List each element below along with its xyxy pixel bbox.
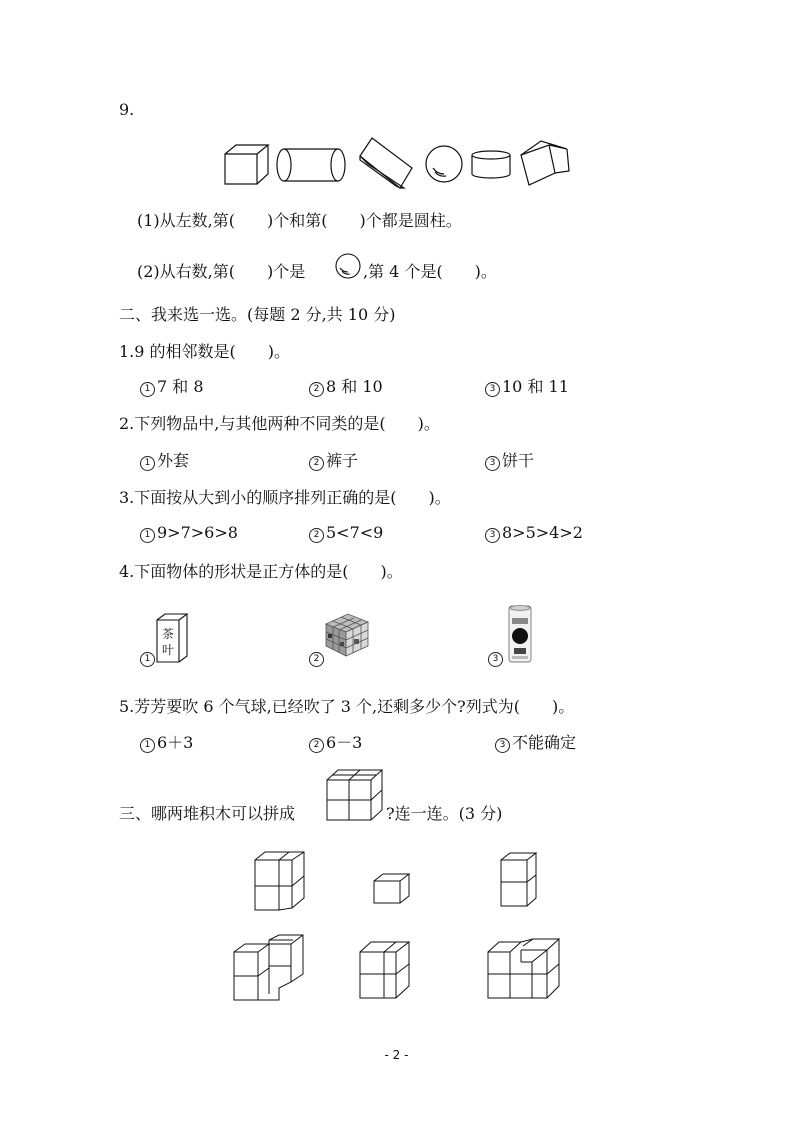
- q1-option-b[interactable]: 2 8 和 10: [309, 377, 383, 397]
- sphere-icon: [424, 144, 464, 184]
- question-3-text: 3.下面按从大到小的顺序排列正确的是( )。: [119, 488, 451, 507]
- section-3-title-end: ?连一连。(3 分): [386, 804, 503, 823]
- target-block-stack-icon: [326, 768, 384, 822]
- q9-line1: (1)从左数,第( )个和第( )个都是圆柱。: [137, 211, 462, 230]
- question-2-text: 2.下列物品中,与其他两种不同类的是( )。: [119, 414, 440, 433]
- q2-option-b[interactable]: 2 裤子: [309, 451, 358, 471]
- block-stack-top-1[interactable]: [254, 850, 306, 912]
- q3-option-a[interactable]: 1 9>7>6>8: [140, 523, 238, 543]
- short-cylinder-icon: [470, 150, 512, 180]
- page-number: - 2 -: [384, 1048, 409, 1062]
- q4-option-a[interactable]: 1: [140, 647, 157, 667]
- q2-option-c[interactable]: 3 饼干: [485, 451, 534, 471]
- block-stack-bottom-1[interactable]: [233, 934, 305, 1002]
- q4-option-b[interactable]: 2: [309, 647, 326, 667]
- sphere-small-icon: [334, 252, 362, 280]
- tea-box-label-2: 叶: [161, 643, 175, 657]
- q9-line2-start: (2)从右数,第( )个是: [137, 262, 306, 281]
- cylinder-lying-icon: [276, 147, 348, 183]
- rubiks-cube-icon: [324, 612, 370, 658]
- q1-option-a[interactable]: 1 7 和 8: [140, 377, 204, 397]
- section-2-title: 二、我来选一选。(每题 2 分,共 10 分): [119, 305, 396, 324]
- tea-box-icon: [155, 612, 189, 664]
- q9-line2-end: ,第 4 个是( )。: [363, 262, 497, 281]
- block-stack-top-2[interactable]: [373, 873, 411, 905]
- question-5-text: 5.芳芳要吹 6 个气球,已经吹了 3 个,还剩多少个?列式为( )。: [119, 697, 575, 716]
- q4-option-c[interactable]: 3: [488, 647, 505, 667]
- cube-tilted-icon: [519, 139, 571, 189]
- question-1-text: 1.9 的相邻数是( )。: [119, 342, 291, 361]
- block-stack-top-3[interactable]: [500, 852, 538, 908]
- q5-option-a[interactable]: 1 6＋3: [140, 733, 193, 753]
- section-3-title-start: 三、哪两堆积木可以拼成: [119, 804, 296, 823]
- q1-option-c[interactable]: 3 10 和 11: [485, 377, 569, 397]
- drink-can-icon: [506, 604, 534, 664]
- block-stack-bottom-3[interactable]: [487, 938, 561, 1000]
- q3-option-b[interactable]: 2 5<7<9: [309, 523, 383, 543]
- q5-option-b[interactable]: 2 6－3: [309, 733, 362, 753]
- q2-option-a[interactable]: 1 外套: [140, 451, 189, 471]
- cuboid-tilted-icon: [358, 134, 414, 190]
- question-4-text: 4.下面物体的形状是正方体的是( )。: [119, 562, 403, 581]
- tea-box-label: 茶: [161, 627, 175, 641]
- q3-option-c[interactable]: 3 8>5>4>2: [485, 523, 583, 543]
- block-stack-bottom-2[interactable]: [359, 940, 411, 1000]
- question-number: 9.: [119, 100, 135, 119]
- cube-icon: [224, 143, 272, 185]
- q5-option-c[interactable]: 3 不能确定: [495, 733, 576, 753]
